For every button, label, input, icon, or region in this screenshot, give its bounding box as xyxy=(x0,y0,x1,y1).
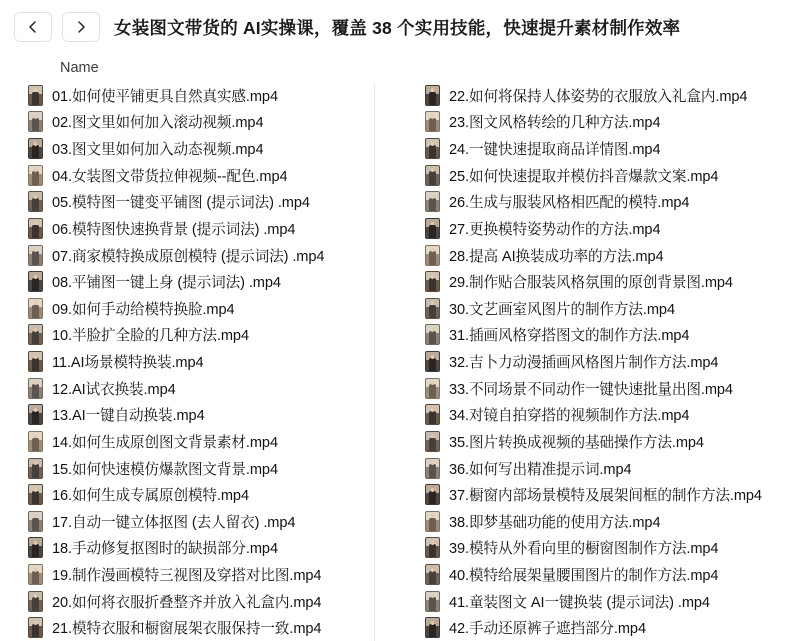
file-name: 24.一键快速提取商品详情图.mp4 xyxy=(449,142,661,159)
back-button[interactable] xyxy=(14,12,52,42)
list-item[interactable] xyxy=(26,295,405,322)
page-title: 女装图文带货的 AI实操课，覆盖 38 个实用技能，快速提升素材制作效率 xyxy=(114,17,681,38)
video-thumbnail-icon xyxy=(425,324,440,345)
list-item[interactable] xyxy=(423,82,800,109)
video-thumbnail-icon xyxy=(28,191,43,212)
file-name: 14.如何生成原创图文背景素材.mp4 xyxy=(52,434,278,451)
video-thumbnail-icon xyxy=(425,617,440,638)
video-thumbnail-icon xyxy=(28,378,43,399)
list-item[interactable] xyxy=(423,455,800,482)
file-name: 25.如何快速提取并模仿抖音爆款文案.mp4 xyxy=(449,168,719,185)
video-thumbnail-icon xyxy=(425,298,440,319)
video-thumbnail-icon xyxy=(425,537,440,558)
list-item[interactable] xyxy=(423,588,800,615)
video-thumbnail-icon xyxy=(28,245,43,266)
file-name: 04.女装图文带货拉伸视频--配色.mp4 xyxy=(52,168,288,185)
video-thumbnail-icon xyxy=(28,271,43,292)
video-thumbnail-icon xyxy=(28,298,43,319)
file-column-left xyxy=(26,82,413,641)
list-item[interactable] xyxy=(423,242,800,269)
list-item[interactable] xyxy=(423,135,800,162)
video-thumbnail-icon xyxy=(425,591,440,612)
file-name: 37.橱窗内部场景模特及展架间框的制作方法.mp4 xyxy=(449,488,762,505)
list-item[interactable] xyxy=(423,348,800,375)
list-item[interactable] xyxy=(26,375,405,402)
window-header xyxy=(0,0,800,52)
list-item[interactable] xyxy=(26,215,405,242)
list-item[interactable] xyxy=(26,535,405,562)
list-item[interactable] xyxy=(423,215,800,242)
video-thumbnail-icon xyxy=(425,85,440,106)
file-name: 22.如何将保持人体姿势的衣服放入礼盒内.mp4 xyxy=(449,88,748,105)
video-thumbnail-icon xyxy=(425,458,440,479)
file-name: 31.插画风格穿搭图文的制作方法.mp4 xyxy=(449,328,690,345)
file-name: 29.制作贴合服装风格氛围的原创背景图.mp4 xyxy=(449,275,733,292)
video-thumbnail-icon xyxy=(425,271,440,292)
column-divider xyxy=(374,82,375,641)
file-name: 26.生成与服装风格相匹配的模特.mp4 xyxy=(449,195,690,212)
video-thumbnail-icon xyxy=(28,458,43,479)
file-name: 06.模特图快速换背景 (提示词法) .mp4 xyxy=(52,221,296,238)
video-thumbnail-icon xyxy=(28,431,43,452)
video-thumbnail-icon xyxy=(425,138,440,159)
video-thumbnail-icon xyxy=(28,564,43,585)
file-name: 35.图片转换成视频的基础操作方法.mp4 xyxy=(449,434,704,451)
video-thumbnail-icon xyxy=(425,111,440,132)
video-thumbnail-icon xyxy=(28,85,43,106)
video-thumbnail-icon xyxy=(28,617,43,638)
list-item[interactable] xyxy=(423,561,800,588)
video-thumbnail-icon xyxy=(425,484,440,505)
video-thumbnail-icon xyxy=(425,191,440,212)
list-item[interactable] xyxy=(423,375,800,402)
list-item[interactable] xyxy=(423,295,800,322)
list-item[interactable] xyxy=(26,455,405,482)
video-thumbnail-icon xyxy=(425,431,440,452)
video-thumbnail-icon xyxy=(425,245,440,266)
list-item[interactable] xyxy=(26,428,405,455)
video-thumbnail-icon xyxy=(28,165,43,186)
file-name: 20.如何将衣服折叠整齐并放入礼盒内.mp4 xyxy=(52,594,322,611)
file-column-right xyxy=(413,82,800,641)
video-thumbnail-icon xyxy=(425,564,440,585)
list-item[interactable] xyxy=(423,162,800,189)
file-name: 38.即梦基础功能的使用方法.mp4 xyxy=(449,514,661,531)
file-name: 33.不同场景不同动作一键快速批量出图.mp4 xyxy=(449,381,733,398)
video-thumbnail-icon xyxy=(28,511,43,532)
file-list xyxy=(0,82,800,641)
video-thumbnail-icon xyxy=(425,404,440,425)
file-name: 28.提高 AI换装成功率的方法.mp4 xyxy=(449,248,664,265)
file-name: 30.文艺画室风图片的制作方法.mp4 xyxy=(449,301,675,318)
list-item[interactable] xyxy=(423,322,800,349)
list-item[interactable] xyxy=(26,109,405,136)
list-item[interactable] xyxy=(26,135,405,162)
file-name: 36.如何写出精准提示词.mp4 xyxy=(449,461,632,478)
video-thumbnail-icon xyxy=(28,351,43,372)
file-name: 10.半脸扩全脸的几种方法.mp4 xyxy=(52,328,249,345)
video-thumbnail-icon xyxy=(28,484,43,505)
list-item[interactable] xyxy=(26,561,405,588)
list-item[interactable] xyxy=(26,242,405,269)
file-name: 02.图文里如何加入滚动视频.mp4 xyxy=(52,115,264,132)
list-item[interactable] xyxy=(423,428,800,455)
chevron-left-icon xyxy=(26,20,40,34)
file-name: 12.AI试衣换装.mp4 xyxy=(52,381,176,398)
video-thumbnail-icon xyxy=(28,111,43,132)
list-item[interactable] xyxy=(423,481,800,508)
list-item[interactable] xyxy=(26,322,405,349)
file-name: 13.AI一键自动换装.mp4 xyxy=(52,408,205,425)
column-header-name: Name xyxy=(60,60,99,76)
file-name: 40.模特给展架量腰围图片的制作方法.mp4 xyxy=(449,568,719,585)
list-item[interactable] xyxy=(423,189,800,216)
file-name: 01.如何使平铺更具自然真实感.mp4 xyxy=(52,88,278,105)
chevron-right-icon xyxy=(74,20,88,34)
file-name: 07.商家模特换成原创模特 (提示词法) .mp4 xyxy=(52,248,325,265)
file-name: 21.模特衣服和橱窗展架衣服保持一致.mp4 xyxy=(52,621,322,638)
video-thumbnail-icon xyxy=(28,138,43,159)
video-thumbnail-icon xyxy=(425,351,440,372)
video-thumbnail-icon xyxy=(425,378,440,399)
list-item[interactable] xyxy=(26,402,405,429)
video-thumbnail-icon xyxy=(425,218,440,239)
list-item[interactable] xyxy=(26,481,405,508)
list-item[interactable] xyxy=(423,268,800,295)
file-name: 19.制作漫画模特三视图及穿搭对比图.mp4 xyxy=(52,568,322,585)
list-item[interactable] xyxy=(26,82,405,109)
list-item[interactable] xyxy=(26,348,405,375)
file-name: 23.图文风格转绘的几种方法.mp4 xyxy=(449,115,661,132)
file-name: 42.手动还原裤子遮挡部分.mp4 xyxy=(449,621,646,638)
file-name: 17.自动一键立体抠图 (去人留衣) .mp4 xyxy=(52,514,296,531)
file-name: 09.如何手动给模特换脸.mp4 xyxy=(52,301,235,318)
list-item[interactable] xyxy=(423,402,800,429)
list-item[interactable] xyxy=(26,162,405,189)
list-item[interactable] xyxy=(423,615,800,641)
list-item[interactable] xyxy=(423,535,800,562)
file-name: 27.更换模特姿势动作的方法.mp4 xyxy=(449,221,661,238)
file-name: 05.模特图一键变平铺图 (提示词法) .mp4 xyxy=(52,195,310,212)
list-item[interactable] xyxy=(26,189,405,216)
video-thumbnail-icon xyxy=(28,537,43,558)
list-item[interactable] xyxy=(26,615,405,641)
file-name: 11.AI场景模特换装.mp4 xyxy=(52,355,204,372)
video-thumbnail-icon xyxy=(28,591,43,612)
file-name: 32.吉卜力动漫插画风格图片制作方法.mp4 xyxy=(449,355,719,372)
file-name: 18.手动修复抠图时的缺损部分.mp4 xyxy=(52,541,278,558)
list-item[interactable] xyxy=(26,588,405,615)
list-item[interactable] xyxy=(423,109,800,136)
list-item[interactable] xyxy=(26,268,405,295)
video-thumbnail-icon xyxy=(28,404,43,425)
forward-button[interactable] xyxy=(62,12,100,42)
file-name: 16.如何生成专属原创模特.mp4 xyxy=(52,488,249,505)
video-thumbnail-icon xyxy=(425,165,440,186)
video-thumbnail-icon xyxy=(28,218,43,239)
file-name: 39.模特从外看向里的橱窗图制作方法.mp4 xyxy=(449,541,719,558)
file-name: 08.平铺图一键上身 (提示词法) .mp4 xyxy=(52,275,281,292)
file-name: 15.如何快速模仿爆款图文背景.mp4 xyxy=(52,461,278,478)
list-item[interactable] xyxy=(423,508,800,535)
file-name: 41.童装图文 AI一键换装 (提示词法) .mp4 xyxy=(449,594,710,611)
file-name: 34.对镜自拍穿搭的视频制作方法.mp4 xyxy=(449,408,690,425)
list-item[interactable] xyxy=(26,508,405,535)
video-thumbnail-icon xyxy=(28,324,43,345)
file-name: 03.图文里如何加入动态视频.mp4 xyxy=(52,142,264,159)
video-thumbnail-icon xyxy=(425,511,440,532)
